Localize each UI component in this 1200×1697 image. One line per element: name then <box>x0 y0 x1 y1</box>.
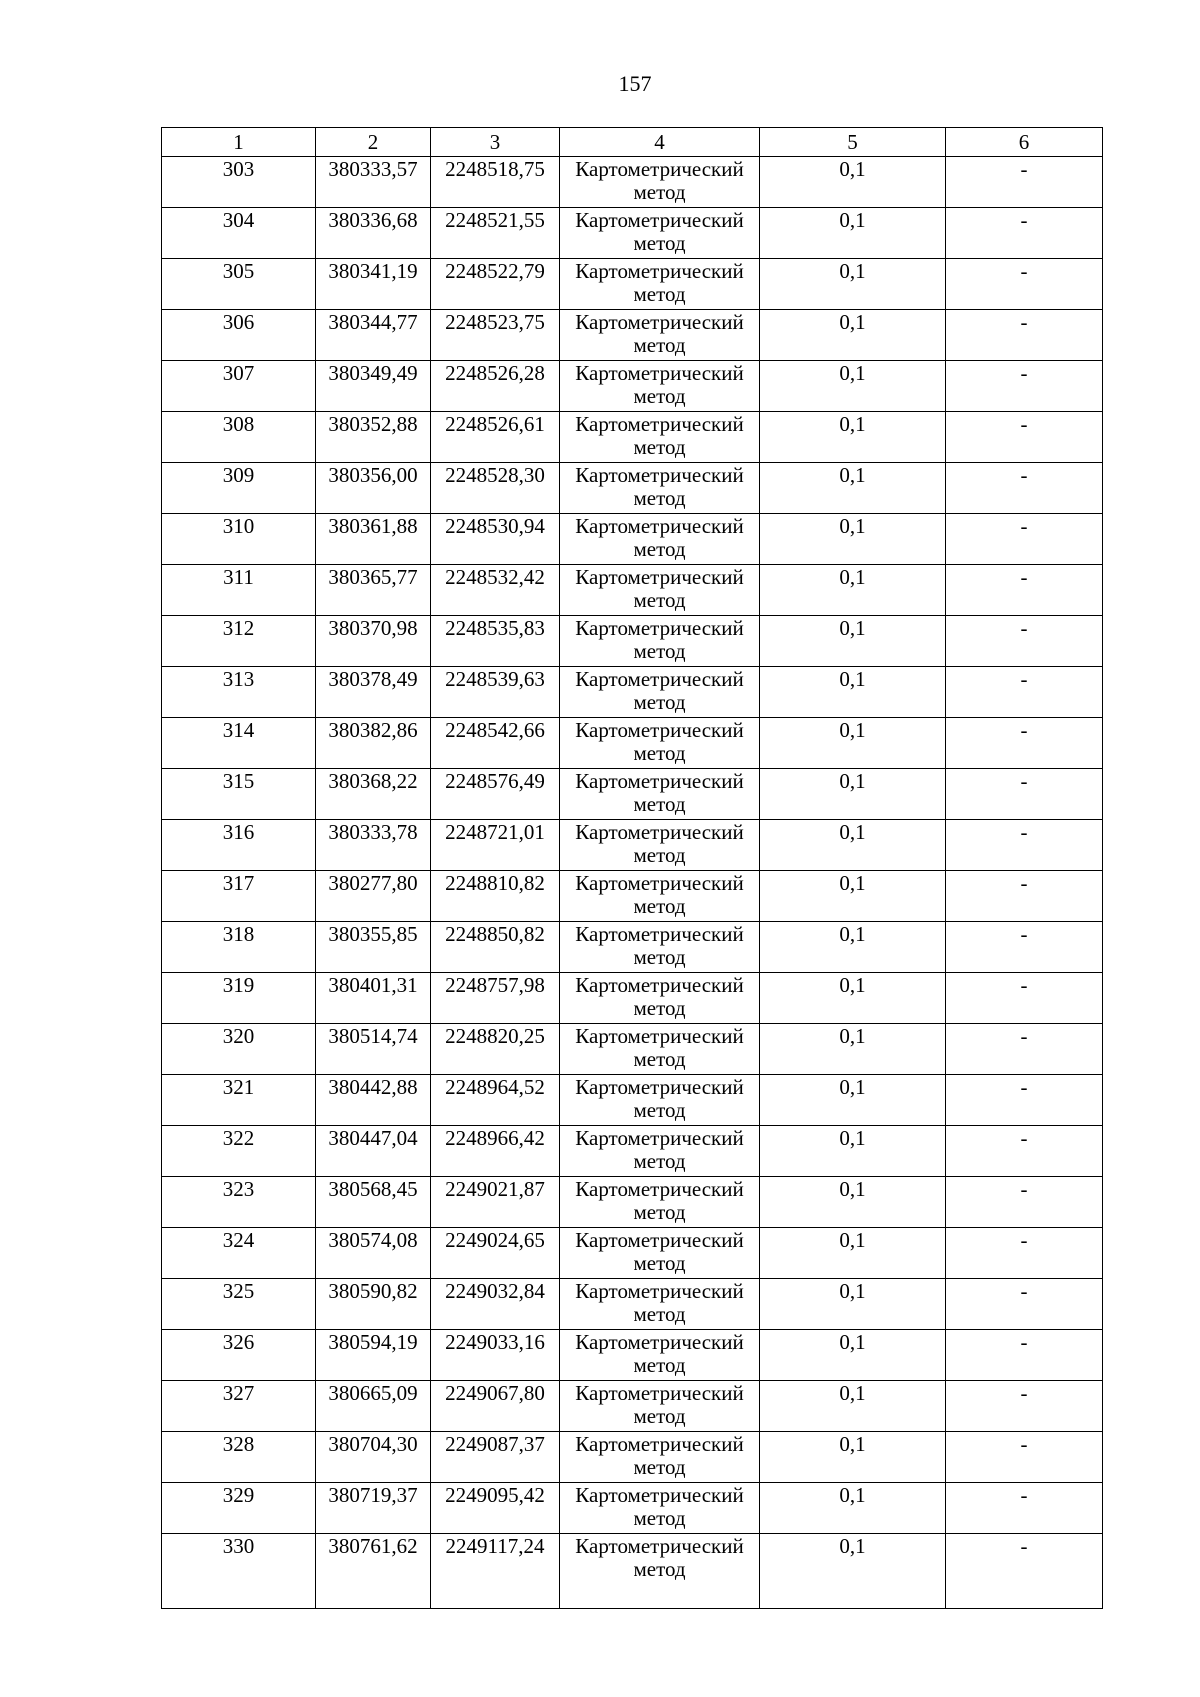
y-coordinate-cell: 2249024,65 <box>431 1228 560 1279</box>
y-coordinate-cell: 2249067,80 <box>431 1381 560 1432</box>
method-cell <box>560 463 760 514</box>
y-coordinate-cell: 2248757,98 <box>431 973 560 1024</box>
table-header <box>162 128 1103 157</box>
y-coordinate-cell: 2248850,82 <box>431 922 560 973</box>
y-coordinate-cell: 2248518,75 <box>431 157 560 208</box>
accuracy-cell: 0,1 <box>760 1279 946 1330</box>
method-line-1: Картометрический <box>575 1483 744 1507</box>
y-coordinate-cell: 2249033,16 <box>431 1330 560 1381</box>
method-line-1: Картометрический <box>575 1177 744 1201</box>
note-cell: - <box>946 616 1103 667</box>
x-coordinate-cell: 380368,22 <box>316 769 431 820</box>
note-cell: - <box>946 412 1103 463</box>
table-row <box>162 514 1103 565</box>
x-coordinate-cell: 380761,62 <box>316 1534 431 1609</box>
table-row <box>162 412 1103 463</box>
note-cell: - <box>946 718 1103 769</box>
x-coordinate-cell: 380355,85 <box>316 922 431 973</box>
y-coordinate-cell: 2248535,83 <box>431 616 560 667</box>
page-number: 157 <box>618 71 652 96</box>
x-coordinate-cell: 380356,00 <box>316 463 431 514</box>
method-cell <box>560 1075 760 1126</box>
method-line-1: Картометрический <box>575 871 744 895</box>
x-coordinate-cell: 380370,98 <box>316 616 431 667</box>
note-cell: - <box>946 1075 1103 1126</box>
method-line-1: Картометрический <box>575 412 744 436</box>
method-line-2: метод <box>633 180 686 204</box>
table-row <box>162 157 1103 208</box>
point-number-cell: 323 <box>162 1177 316 1228</box>
y-coordinate-cell: 2248964,52 <box>431 1075 560 1126</box>
method-line-2: метод <box>633 435 686 459</box>
accuracy-cell: 0,1 <box>760 1483 946 1534</box>
note-cell: - <box>946 973 1103 1024</box>
point-number-cell: 320 <box>162 1024 316 1075</box>
method-line-2: метод <box>633 1353 686 1377</box>
method-line-2: метод <box>633 792 686 816</box>
table-row <box>162 208 1103 259</box>
method-line-1: Картометрический <box>575 1126 744 1150</box>
point-number-cell: 310 <box>162 514 316 565</box>
method-line-1: Картометрический <box>575 310 744 334</box>
accuracy-cell: 0,1 <box>760 616 946 667</box>
method-line-2: метод <box>633 639 686 663</box>
accuracy-cell: 0,1 <box>760 157 946 208</box>
method-cell <box>560 1126 760 1177</box>
method-cell <box>560 973 760 1024</box>
method-line-2: метод <box>633 486 686 510</box>
method-cell <box>560 1024 760 1075</box>
x-coordinate-cell: 380665,09 <box>316 1381 431 1432</box>
x-coordinate-cell: 380704,30 <box>316 1432 431 1483</box>
method-line-1: Картометрический <box>575 616 744 640</box>
method-line-2: метод <box>633 1557 686 1581</box>
header-cell-6: 6 <box>946 128 1103 157</box>
coordinates-table <box>161 127 1103 1609</box>
y-coordinate-cell: 2248526,61 <box>431 412 560 463</box>
note-cell: - <box>946 1483 1103 1534</box>
point-number-cell: 313 <box>162 667 316 718</box>
method-line-2: метод <box>633 1149 686 1173</box>
header-cell-2: 2 <box>316 128 431 157</box>
note-cell: - <box>946 463 1103 514</box>
accuracy-cell: 0,1 <box>760 1381 946 1432</box>
table-row <box>162 922 1103 973</box>
method-cell <box>560 157 760 208</box>
method-cell <box>560 820 760 871</box>
method-cell <box>560 667 760 718</box>
y-coordinate-cell: 2248539,63 <box>431 667 560 718</box>
y-coordinate-cell: 2248530,94 <box>431 514 560 565</box>
y-coordinate-cell: 2249087,37 <box>431 1432 560 1483</box>
accuracy-cell: 0,1 <box>760 973 946 1024</box>
point-number-cell: 319 <box>162 973 316 1024</box>
header-cell-4: 4 <box>560 128 760 157</box>
accuracy-cell: 0,1 <box>760 1432 946 1483</box>
point-number-cell: 309 <box>162 463 316 514</box>
note-cell: - <box>946 1177 1103 1228</box>
method-cell <box>560 769 760 820</box>
method-cell <box>560 1330 760 1381</box>
point-number-cell: 316 <box>162 820 316 871</box>
method-cell <box>560 1228 760 1279</box>
y-coordinate-cell: 2249032,84 <box>431 1279 560 1330</box>
point-number-cell: 324 <box>162 1228 316 1279</box>
x-coordinate-cell: 380594,19 <box>316 1330 431 1381</box>
method-line-1: Картометрический <box>575 1330 744 1354</box>
accuracy-cell: 0,1 <box>760 259 946 310</box>
table-row <box>162 565 1103 616</box>
method-line-1: Картометрический <box>575 514 744 538</box>
table-row <box>162 361 1103 412</box>
method-line-2: метод <box>633 894 686 918</box>
method-cell <box>560 565 760 616</box>
note-cell: - <box>946 922 1103 973</box>
table-row <box>162 718 1103 769</box>
x-coordinate-cell: 380336,68 <box>316 208 431 259</box>
note-cell: - <box>946 1126 1103 1177</box>
x-coordinate-cell: 380361,88 <box>316 514 431 565</box>
point-number-cell: 321 <box>162 1075 316 1126</box>
method-line-2: метод <box>633 588 686 612</box>
table-row <box>162 1126 1103 1177</box>
method-line-2: метод <box>633 1047 686 1071</box>
x-coordinate-cell: 380365,77 <box>316 565 431 616</box>
x-coordinate-cell: 380574,08 <box>316 1228 431 1279</box>
point-number-cell: 325 <box>162 1279 316 1330</box>
y-coordinate-cell: 2248532,42 <box>431 565 560 616</box>
point-number-cell: 308 <box>162 412 316 463</box>
table-row <box>162 973 1103 1024</box>
method-line-1: Картометрический <box>575 1228 744 1252</box>
point-number-cell: 306 <box>162 310 316 361</box>
method-line-1: Картометрический <box>575 1024 744 1048</box>
point-number-cell: 304 <box>162 208 316 259</box>
point-number-cell: 303 <box>162 157 316 208</box>
x-coordinate-cell: 380333,57 <box>316 157 431 208</box>
accuracy-cell: 0,1 <box>760 871 946 922</box>
note-cell: - <box>946 310 1103 361</box>
table-row <box>162 1330 1103 1381</box>
x-coordinate-cell: 380447,04 <box>316 1126 431 1177</box>
method-line-1: Картометрический <box>575 973 744 997</box>
method-line-1: Картометрический <box>575 1534 744 1558</box>
method-line-2: метод <box>633 1302 686 1326</box>
note-cell: - <box>946 769 1103 820</box>
note-cell: - <box>946 871 1103 922</box>
y-coordinate-cell: 2249095,42 <box>431 1483 560 1534</box>
note-cell: - <box>946 1330 1103 1381</box>
method-line-2: метод <box>633 282 686 306</box>
table-row <box>162 871 1103 922</box>
note-cell: - <box>946 820 1103 871</box>
point-number-cell: 311 <box>162 565 316 616</box>
table-row <box>162 1177 1103 1228</box>
note-cell: - <box>946 208 1103 259</box>
x-coordinate-cell: 380333,78 <box>316 820 431 871</box>
note-cell: - <box>946 1279 1103 1330</box>
header-row <box>162 128 1103 157</box>
header-cell-1: 1 <box>162 128 316 157</box>
method-line-2: метод <box>633 996 686 1020</box>
y-coordinate-cell: 2248526,28 <box>431 361 560 412</box>
x-coordinate-cell: 380341,19 <box>316 259 431 310</box>
method-line-1: Картометрический <box>575 1075 744 1099</box>
method-line-1: Картометрический <box>575 361 744 385</box>
accuracy-cell: 0,1 <box>760 361 946 412</box>
method-line-1: Картометрический <box>575 565 744 589</box>
method-line-2: метод <box>633 690 686 714</box>
method-line-2: метод <box>633 1506 686 1530</box>
table-row <box>162 1228 1103 1279</box>
method-line-2: метод <box>633 1200 686 1224</box>
method-cell <box>560 1483 760 1534</box>
x-coordinate-cell: 380719,37 <box>316 1483 431 1534</box>
method-line-2: метод <box>633 231 686 255</box>
accuracy-cell: 0,1 <box>760 1228 946 1279</box>
table-row <box>162 1432 1103 1483</box>
note-cell: - <box>946 667 1103 718</box>
note-cell: - <box>946 565 1103 616</box>
point-number-cell: 327 <box>162 1381 316 1432</box>
point-number-cell: 307 <box>162 361 316 412</box>
x-coordinate-cell: 380442,88 <box>316 1075 431 1126</box>
method-line-1: Картометрический <box>575 157 744 181</box>
y-coordinate-cell: 2249117,24 <box>431 1534 560 1609</box>
method-cell <box>560 1534 760 1609</box>
accuracy-cell: 0,1 <box>760 1177 946 1228</box>
point-number-cell: 312 <box>162 616 316 667</box>
x-coordinate-cell: 380382,86 <box>316 718 431 769</box>
method-cell <box>560 922 760 973</box>
x-coordinate-cell: 380514,74 <box>316 1024 431 1075</box>
note-cell: - <box>946 514 1103 565</box>
accuracy-cell: 0,1 <box>760 820 946 871</box>
header-cell-3: 3 <box>431 128 560 157</box>
method-line-1: Картометрический <box>575 667 744 691</box>
accuracy-cell: 0,1 <box>760 1024 946 1075</box>
y-coordinate-cell: 2248966,42 <box>431 1126 560 1177</box>
x-coordinate-cell: 380344,77 <box>316 310 431 361</box>
table-row <box>162 1279 1103 1330</box>
method-cell <box>560 208 760 259</box>
table-row <box>162 1075 1103 1126</box>
y-coordinate-cell: 2248528,30 <box>431 463 560 514</box>
method-line-2: метод <box>633 1455 686 1479</box>
method-cell <box>560 1432 760 1483</box>
note-cell: - <box>946 157 1103 208</box>
note-cell: - <box>946 1228 1103 1279</box>
method-cell <box>560 1177 760 1228</box>
method-line-2: метод <box>633 1404 686 1428</box>
point-number-cell: 305 <box>162 259 316 310</box>
method-cell <box>560 310 760 361</box>
method-line-2: метод <box>633 537 686 561</box>
point-number-cell: 328 <box>162 1432 316 1483</box>
point-number-cell: 329 <box>162 1483 316 1534</box>
accuracy-cell: 0,1 <box>760 1330 946 1381</box>
method-line-2: метод <box>633 1251 686 1275</box>
point-number-cell: 322 <box>162 1126 316 1177</box>
point-number-cell: 326 <box>162 1330 316 1381</box>
accuracy-cell: 0,1 <box>760 565 946 616</box>
x-coordinate-cell: 380378,49 <box>316 667 431 718</box>
method-line-2: метод <box>633 384 686 408</box>
method-cell <box>560 1381 760 1432</box>
point-number-cell: 318 <box>162 922 316 973</box>
x-coordinate-cell: 380352,88 <box>316 412 431 463</box>
y-coordinate-cell: 2248542,66 <box>431 718 560 769</box>
point-number-cell: 315 <box>162 769 316 820</box>
method-line-1: Картометрический <box>575 718 744 742</box>
method-cell <box>560 616 760 667</box>
y-coordinate-cell: 2248721,01 <box>431 820 560 871</box>
accuracy-cell: 0,1 <box>760 769 946 820</box>
accuracy-cell: 0,1 <box>760 412 946 463</box>
table-row <box>162 1534 1103 1609</box>
method-cell <box>560 1279 760 1330</box>
point-number-cell: 317 <box>162 871 316 922</box>
table-row <box>162 820 1103 871</box>
table-row <box>162 310 1103 361</box>
method-line-1: Картометрический <box>575 463 744 487</box>
point-number-cell: 330 <box>162 1534 316 1609</box>
table-row <box>162 769 1103 820</box>
method-line-1: Картометрический <box>575 769 744 793</box>
method-line-1: Картометрический <box>575 208 744 232</box>
note-cell: - <box>946 361 1103 412</box>
method-line-1: Картометрический <box>575 922 744 946</box>
note-cell: - <box>946 1432 1103 1483</box>
accuracy-cell: 0,1 <box>760 208 946 259</box>
header-cell-5: 5 <box>760 128 946 157</box>
table-row <box>162 616 1103 667</box>
table-row <box>162 463 1103 514</box>
accuracy-cell: 0,1 <box>760 667 946 718</box>
method-line-1: Картометрический <box>575 1432 744 1456</box>
method-line-2: метод <box>633 945 686 969</box>
method-line-1: Картометрический <box>575 1381 744 1405</box>
accuracy-cell: 0,1 <box>760 514 946 565</box>
table-row <box>162 259 1103 310</box>
accuracy-cell: 0,1 <box>760 718 946 769</box>
table-row <box>162 1024 1103 1075</box>
x-coordinate-cell: 380590,82 <box>316 1279 431 1330</box>
table-row <box>162 1381 1103 1432</box>
x-coordinate-cell: 380349,49 <box>316 361 431 412</box>
y-coordinate-cell: 2248521,55 <box>431 208 560 259</box>
method-line-2: метод <box>633 333 686 357</box>
accuracy-cell: 0,1 <box>760 463 946 514</box>
y-coordinate-cell: 2248576,49 <box>431 769 560 820</box>
note-cell: - <box>946 1381 1103 1432</box>
x-coordinate-cell: 380401,31 <box>316 973 431 1024</box>
method-cell <box>560 412 760 463</box>
method-cell <box>560 718 760 769</box>
y-coordinate-cell: 2248820,25 <box>431 1024 560 1075</box>
method-line-1: Картометрический <box>575 1279 744 1303</box>
y-coordinate-cell: 2248810,82 <box>431 871 560 922</box>
note-cell: - <box>946 1024 1103 1075</box>
y-coordinate-cell: 2248522,79 <box>431 259 560 310</box>
accuracy-cell: 0,1 <box>760 1075 946 1126</box>
note-cell: - <box>946 259 1103 310</box>
accuracy-cell: 0,1 <box>760 310 946 361</box>
table-row <box>162 1483 1103 1534</box>
y-coordinate-cell: 2248523,75 <box>431 310 560 361</box>
accuracy-cell: 0,1 <box>760 1534 946 1609</box>
method-line-2: метод <box>633 741 686 765</box>
x-coordinate-cell: 380277,80 <box>316 871 431 922</box>
x-coordinate-cell: 380568,45 <box>316 1177 431 1228</box>
accuracy-cell: 0,1 <box>760 1126 946 1177</box>
method-cell <box>560 361 760 412</box>
note-cell: - <box>946 1534 1103 1609</box>
table-row <box>162 667 1103 718</box>
table-body <box>162 157 1103 1609</box>
method-cell <box>560 514 760 565</box>
method-line-2: метод <box>633 843 686 867</box>
method-line-1: Картометрический <box>575 259 744 283</box>
method-line-2: метод <box>633 1098 686 1122</box>
point-number-cell: 314 <box>162 718 316 769</box>
method-cell <box>560 259 760 310</box>
y-coordinate-cell: 2249021,87 <box>431 1177 560 1228</box>
method-line-1: Картометрический <box>575 820 744 844</box>
accuracy-cell: 0,1 <box>760 922 946 973</box>
method-cell <box>560 871 760 922</box>
